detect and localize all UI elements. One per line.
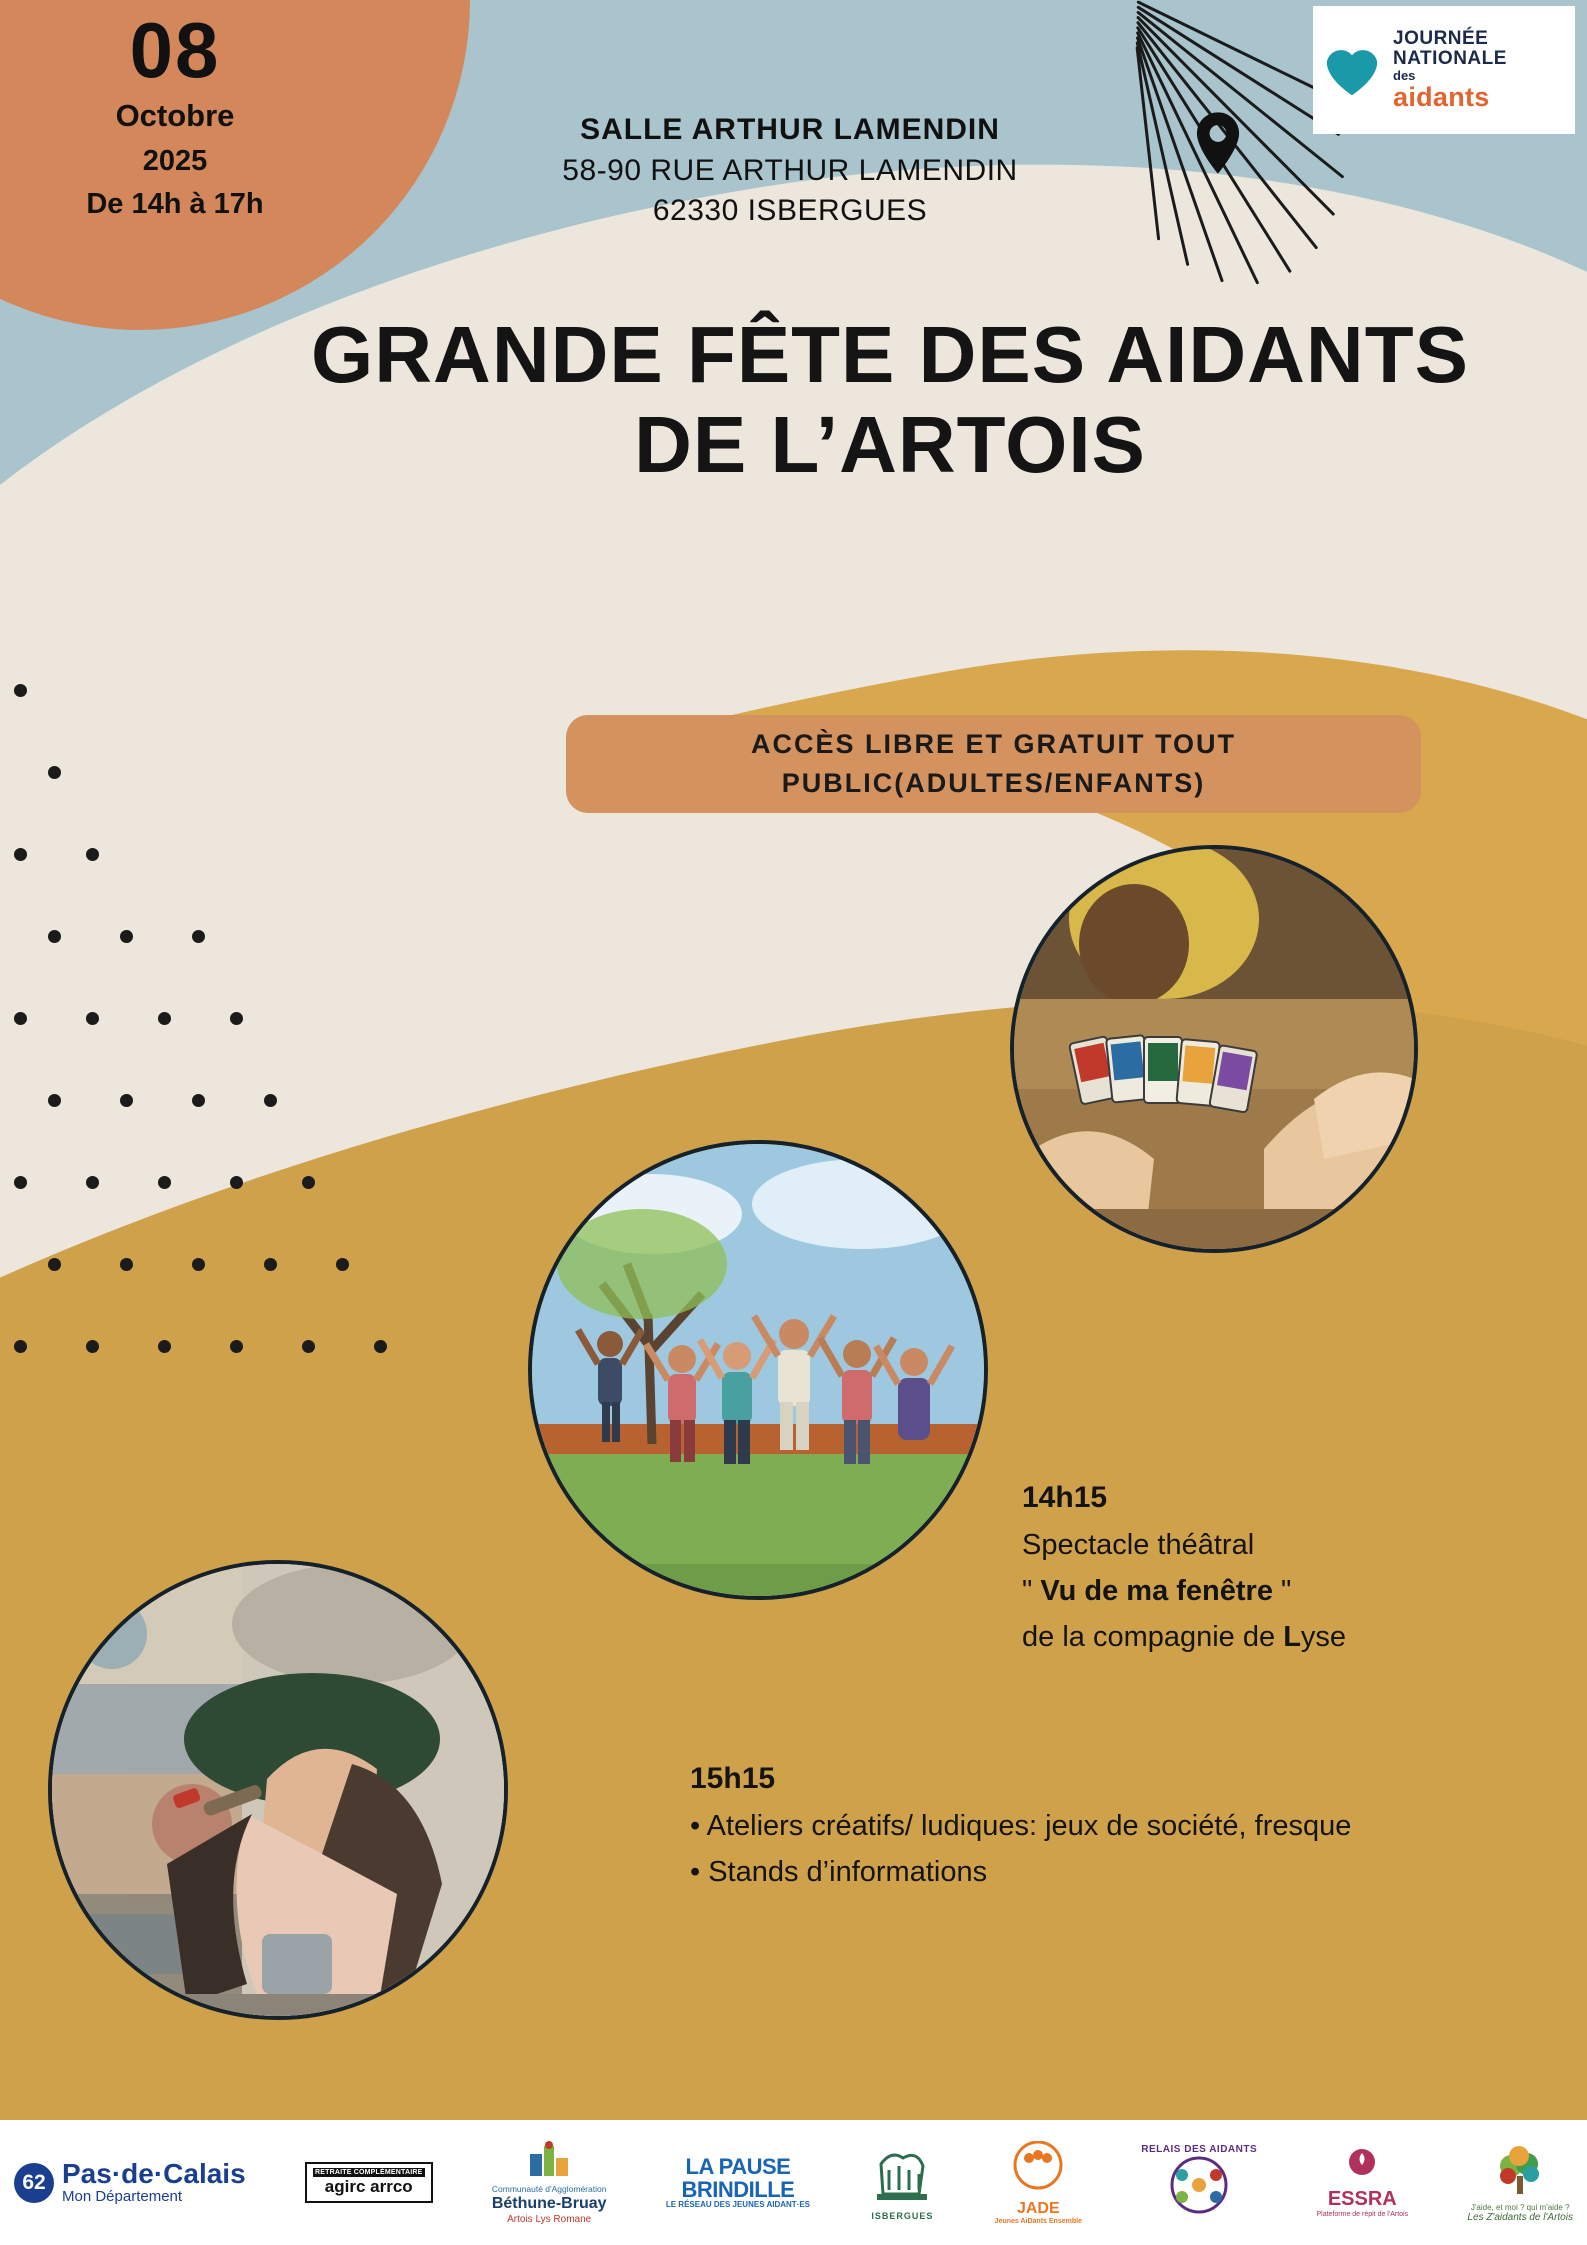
isbergues-name: ISBERGUES <box>871 2211 934 2221</box>
logo-isbergues <box>869 2129 935 2237</box>
program-2-time: 15h15 <box>690 1762 776 1795</box>
zaidants-tree-icon <box>1494 2142 1546 2198</box>
company-prefix: de la compagnie de <box>1022 1621 1284 1654</box>
logo-la-pause-brindille <box>666 2129 810 2237</box>
event-date <box>40 6 310 227</box>
venue-street: 58-90 RUE ARTHUR LAMENDIN <box>562 153 1018 187</box>
logo-jade <box>995 2129 1082 2237</box>
decorative-dot <box>48 766 61 779</box>
decorative-dot <box>230 1012 243 1025</box>
quote-open: " <box>1022 1574 1041 1607</box>
date-day: 08 <box>129 6 221 94</box>
company-suffix: yse <box>1300 1621 1347 1654</box>
essra-mark <box>1341 2147 1383 2183</box>
program-2-item-2: • Stands d’informations <box>690 1856 988 1889</box>
venue-city: 62330 ISBERGUES <box>652 194 928 227</box>
access-line-2: PUBLIC(ADULTES/ENFANTS) <box>781 768 1206 798</box>
logo-essra <box>1316 2129 1408 2237</box>
date-month: Octobre <box>115 97 235 133</box>
decorative-dot <box>336 1258 349 1271</box>
bb-line-2: Béthune-Bruay <box>491 2195 607 2213</box>
decorative-dot <box>158 1012 171 1025</box>
photo-jumping-group <box>528 1140 988 1600</box>
decorative-dot <box>86 1012 99 1025</box>
decorative-dot <box>86 848 99 861</box>
jade-name: JADE <box>1016 2199 1060 2217</box>
access-text <box>751 725 1236 803</box>
relais-name: RELAIS DES AIDANTS <box>1141 2143 1258 2155</box>
access-banner <box>566 715 1421 813</box>
decorative-dot <box>230 1176 243 1189</box>
page-title: GRANDE FÊTE DES AIDANTS DE L’ARTOIS <box>311 310 1469 489</box>
bb-line-3: Artois Lys Romane <box>507 2213 592 2225</box>
decorative-dot <box>192 1094 205 1107</box>
logo-line-3: des <box>1393 67 1416 83</box>
decorative-dot <box>264 1094 277 1107</box>
journee-nationale-des-aidants-logo <box>1313 6 1575 134</box>
logo-line-4: aidants <box>1393 81 1490 112</box>
heart-icon <box>1321 39 1383 101</box>
decorative-dot <box>120 930 133 943</box>
program-item-2 <box>690 1755 1500 1896</box>
venue-name: SALLE ARTHUR LAMENDIN <box>580 113 1000 146</box>
decorative-dot <box>14 1012 27 1025</box>
program-1-line-3 <box>1022 1614 1542 1660</box>
pause-line-2: BRINDILLE <box>681 2177 795 2203</box>
decorative-dot <box>158 1340 171 1353</box>
pdc-tagline: Mon Département <box>62 2188 183 2206</box>
show-title: Vu de ma fenêtre <box>1040 1574 1273 1607</box>
photo-mural-painting <box>48 1560 508 2020</box>
access-line-1: ACCÈS LIBRE ET GRATUIT TOUT <box>751 728 1236 759</box>
decorative-dot <box>158 1176 171 1189</box>
decorative-dot <box>48 1094 61 1107</box>
decorative-dot <box>374 1340 387 1353</box>
decorative-dot <box>86 1340 99 1353</box>
bb-line-1: Communauté d'Agglomération <box>491 2184 607 2195</box>
decorative-dot <box>48 930 61 943</box>
pdc-name: Pas·de·Calais <box>62 2157 246 2189</box>
date-year: 2025 <box>142 144 208 177</box>
logo-text <box>1393 29 1507 112</box>
program-item-1 <box>1022 1475 1542 1661</box>
zaidants-question: J'aide, et moi ? qui m'aide ? <box>1470 2203 1570 2212</box>
venue-address <box>440 110 1140 232</box>
logo-pas-de-calais <box>14 2129 246 2237</box>
logo-les-zaidants-de-lartois <box>1467 2129 1573 2237</box>
bethune-bruay-mark <box>526 2140 572 2180</box>
zaidants-name: Les Z'aidants de l'Artois <box>1467 2212 1573 2223</box>
agirc-top-label: RETRAITE COMPLÉMENTAIRE <box>314 2169 423 2176</box>
pause-line-3: LE RÉSEAU DES JEUNES AIDANT·ES <box>665 2200 811 2210</box>
decorative-dot <box>14 684 27 697</box>
footer-partner-logos <box>0 2120 1587 2245</box>
relais-mark <box>1164 2155 1234 2217</box>
date-hours: De 14h à 17h <box>86 188 264 221</box>
decorative-dot <box>48 1258 61 1271</box>
logo-agirc-arrco <box>305 2129 433 2237</box>
logo-line-2: NATIONALE <box>1393 47 1507 69</box>
decorative-dot <box>14 848 27 861</box>
essra-name: ESSRA <box>1327 2188 1397 2210</box>
decorative-dot <box>302 1340 315 1353</box>
logo-relais-des-aidants <box>1141 2129 1257 2237</box>
photo-card-game <box>1010 845 1418 1253</box>
decorative-dot <box>302 1176 315 1189</box>
decorative-dot <box>192 1258 205 1271</box>
program-2-item-1: • Ateliers créatifs/ ludiques: jeux de société, fresque <box>690 1810 1352 1842</box>
program-1-line-1: Spectacle théâtral <box>1022 1528 1255 1561</box>
location-pin-icon <box>1195 112 1241 174</box>
decorative-dot <box>120 1258 133 1271</box>
essra-tagline: Plateforme de répit de l'Artois <box>1316 2211 1409 2218</box>
program-1-line-2 <box>1022 1568 1542 1614</box>
decorative-dot <box>14 1340 27 1353</box>
jade-mark <box>1009 2141 1067 2195</box>
agirc-name: agirc arrco <box>324 2177 413 2196</box>
logo-bethune-bruay <box>492 2129 607 2237</box>
company-initial: L <box>1283 1621 1301 1654</box>
program-1-time: 14h15 <box>1022 1481 1108 1514</box>
decorative-dot <box>14 1176 27 1189</box>
decorative-dot <box>230 1340 243 1353</box>
isbergues-mark <box>869 2144 935 2206</box>
pdc-badge: 62 <box>14 2163 54 2203</box>
decorative-dot <box>192 930 205 943</box>
quote-close: " <box>1272 1574 1292 1607</box>
jade-tagline: Jeunes AiDants Ensemble <box>994 2217 1082 2225</box>
decorative-dot-grid <box>10 680 480 1480</box>
decorative-dot <box>120 1094 133 1107</box>
pause-line-1: LA PAUSE <box>685 2154 791 2180</box>
decorative-dot <box>86 1176 99 1189</box>
logo-line-1: JOURNÉE <box>1393 27 1489 49</box>
decorative-dot <box>264 1258 277 1271</box>
